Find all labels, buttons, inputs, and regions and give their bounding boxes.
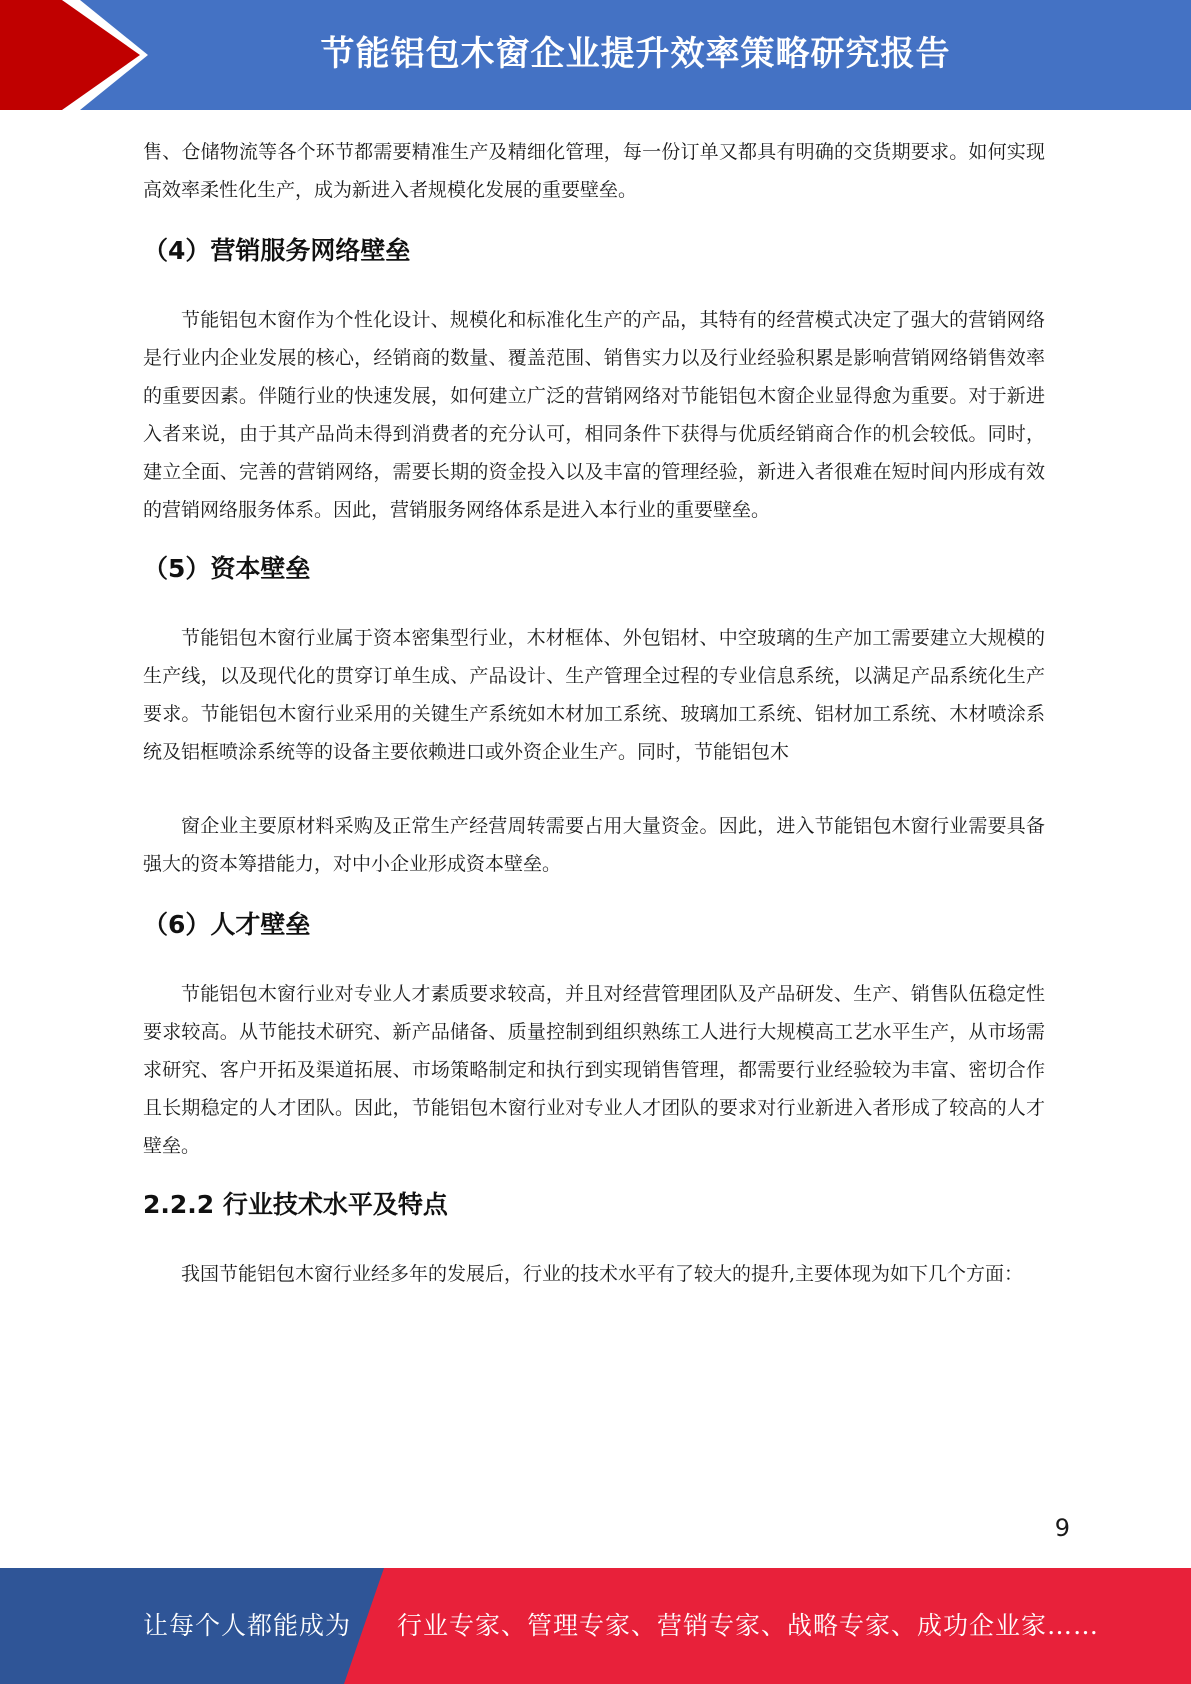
paragraph-capital-barrier-1: 节能铝包木窗行业属于资本密集型行业，木材框体、外包铝材、中空玻璃的生产加工需要建立大规模的生产线，以及现代化的贯穿订单生成、产品设计、生产管理全过程的专业信息系统，以满足产品系统化生产要求。节能铝包木窗行业采用的关键生产系统如木材加工系统、玻璃加工系统、铝材加工系统、木材喷涂系统及铝框喷涂系统等的设备主要依赖进口或外资企业生产。同时，节能铝包木	[143, 627, 1045, 763]
section-heading-marketing-network: （4）营销服务网络壁垒	[143, 236, 411, 265]
page-number: 9	[1054, 1514, 1070, 1542]
section-heading-capital-barrier: （5）资本壁垒	[143, 554, 311, 583]
document-body	[143, 133, 1045, 1293]
report-title: 节能铝包木窗企业提升效率策略研究报告	[320, 34, 951, 74]
paragraph-tech-level: 我国节能铝包木窗行业经多年的发展后，行业的技术水平有了较大的提升,主要体现为如下几个方面：	[181, 1263, 1024, 1285]
section-heading-talent-barrier: （6）人才壁垒	[143, 910, 311, 939]
paragraph-continuation: 售、仓储物流等各个环节都需要精准生产及精细化管理，每一份订单又都具有明确的交货期要求。如何实现高效率柔性化生产，成为新进入者规模化发展的重要壁垒。	[143, 141, 1045, 201]
paragraph-marketing-network: 节能铝包木窗作为个性化设计、规模化和标准化生产的产品，其特有的经营模式决定了强大的营销网络是行业内企业发展的核心，经销商的数量、覆盖范围、销售实力以及行业经验积累是影响营销网络销售效率的重要因素。伴随行业的快速发展，如何建立广泛的营销网络对节能铝包木窗企业显得愈为重要。对于新进入者来说，由于其产品尚未得到消费者的充分认可，相同条件下获得与优质经销商合作的机会较低。同时，建立全面、完善的营销网络，需要长期的资金投入以及丰富的管理经验，新进入者很难在短时间内形成有效的营销网络服务体系。因此，营销服务网络体系是进入本行业的重要壁垒。	[143, 309, 1045, 521]
header-chevron-icon	[0, 0, 160, 110]
section-heading-tech-level: 2.2.2 行业技术水平及特点	[143, 1190, 448, 1219]
paragraph-capital-barrier-2: 窗企业主要原材料采购及正常生产经营周转需要占用大量资金。因此，进入节能铝包木窗行业需要具备强大的资本筹措能力，对中小企业形成资本壁垒。	[143, 815, 1045, 875]
page-header	[0, 0, 1191, 110]
paragraph-talent-barrier: 节能铝包木窗行业对专业人才素质要求较高，并且对经营管理团队及产品研发、生产、销售队伍稳定性要求较高。从节能技术研究、新产品储备、质量控制到组织熟练工人进行大规模高工艺水平生产，从市场需求研究、客户开拓及渠道拓展、市场策略制定和执行到实现销售管理，都需要行业经验较为丰富、密切合作且长期稳定的人才团队。因此，节能铝包木窗行业对专业人才团队的要求对行业新进入者形成了较高的人才壁垒。	[143, 983, 1045, 1157]
page-footer	[0, 1568, 1191, 1684]
footer-slogan-right: 行业专家、管理专家、营销专家、战略专家、成功企业家……	[397, 1611, 1100, 1640]
footer-slogan-left: 让每个人都能成为	[143, 1611, 352, 1640]
